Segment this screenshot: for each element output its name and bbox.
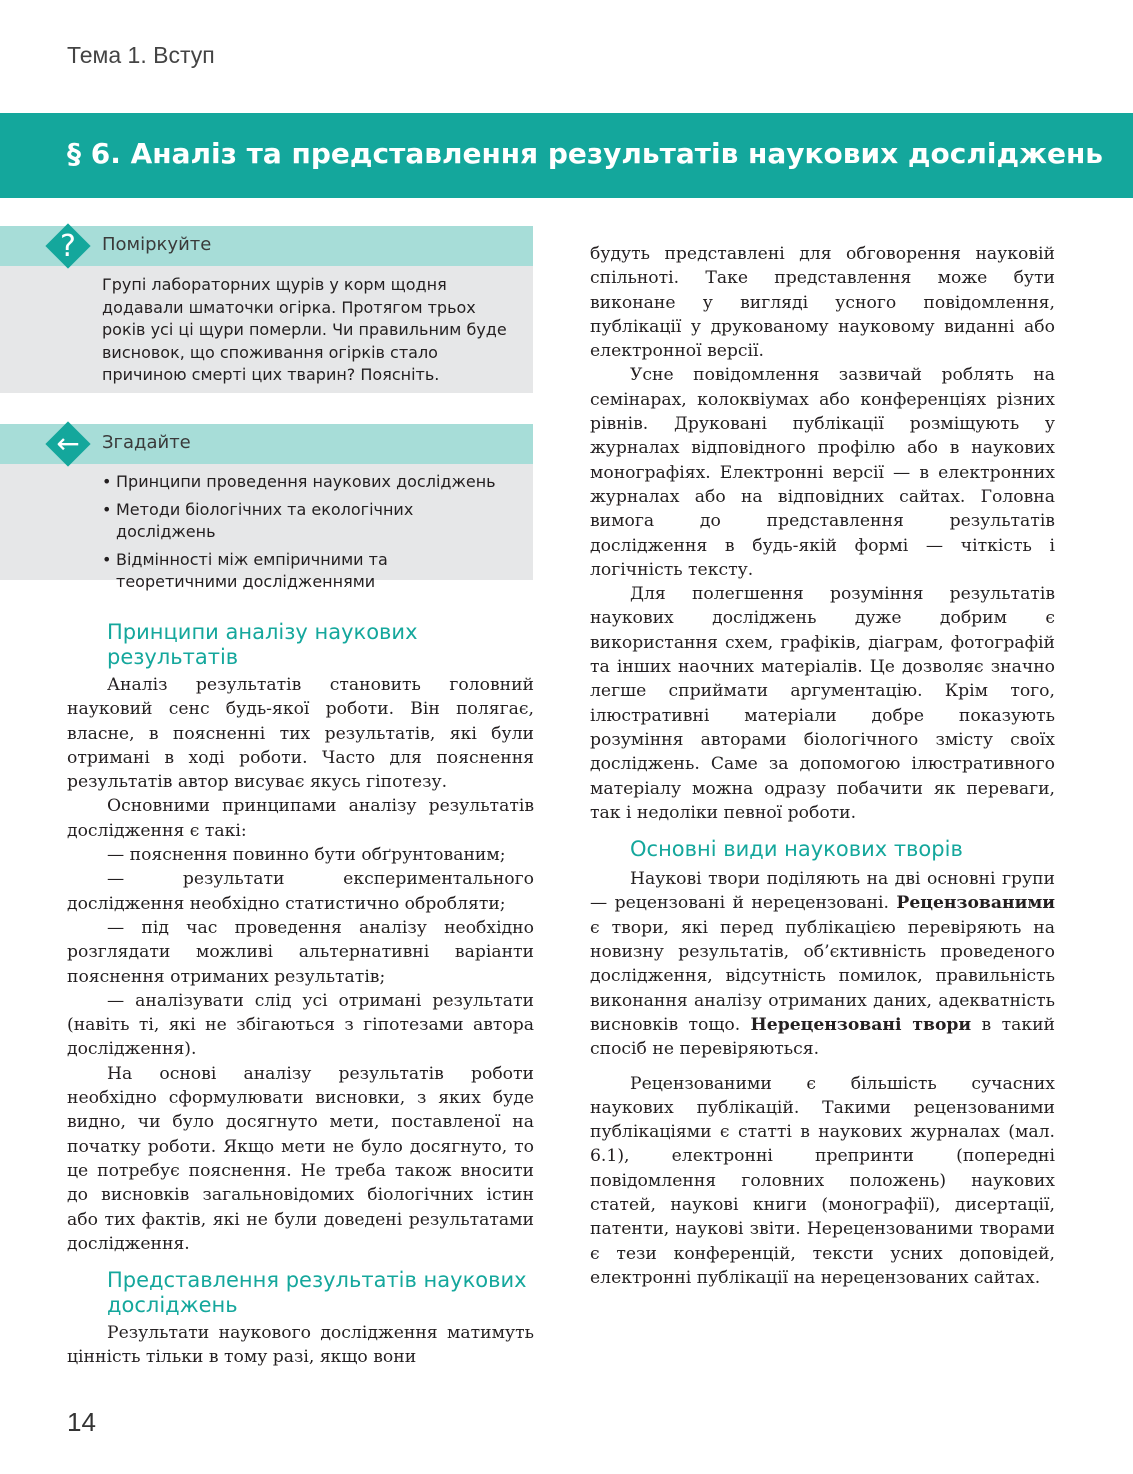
remember-box-title: Згадайте: [102, 432, 191, 453]
paragraph: [590, 867, 1055, 1061]
paragraph: будуть представлені для обговорення науковій спільноті. Таке представлення може бути виконане у вигляді усного повідомлення, публікації у друкованому науковому виданні або електронної версії.: [590, 244, 1055, 362]
paragraph: На основі аналізу результатів роботи необхідно сформулювати висновки, з яких буде видно, чи було досягнуто мети, поставленої на початку роботи. Якщо мети не було досягнуто, то це потребує пояснення. Не треба також вносити до висновків загальновідомих біологічних істин або тих фактів, які не були доведені результатами дослідження.: [67, 1063, 534, 1254]
page-number: 14: [67, 1407, 96, 1437]
svg-text:←: ←: [56, 427, 80, 460]
text-run: Наукові твори поділяють на дві основні групи — рецензовані й нерецензовані.: [590, 869, 1055, 914]
paragraph: Рецензованими є більшість сучасних наукових публікацій. Такими рецензованими публікаціями є статті в наукових журналах (мал. 6.1), електронні препринти (попередні повідомлення головних положень) наукових статей, наукові книги (монографії), дисертації, патенти, наукові звіти. Нерецензованими творами є тези конференцій, тексти усних доповідей, електронні публікації на нерецензованих сайтах.: [590, 1073, 1055, 1288]
paragraph: Аналіз результатів становить головний науковий сенс будь-якої роботи. Він полягає, власне, в поясненні тих результатів, які були отримані в ході роботи. Часто для пояснення результатів автор висуває якусь гіпотезу.: [67, 675, 534, 793]
term-non-peer-reviewed: Нерецензовані твори: [750, 1014, 972, 1035]
right-column: [590, 242, 1055, 1290]
section-heading-principles: Принципи аналізу наукових результатів: [107, 620, 418, 669]
think-box-header: [0, 226, 533, 266]
text-run: в такий спосіб не перевіряються.: [590, 1014, 1055, 1060]
list-dash-item: — результати експериментального дослідження необхідно статистично обробляти;: [67, 869, 534, 914]
think-box-title: Поміркуйте: [102, 234, 212, 255]
page-title: § 6. Аналіз та представлення результатів наукових досліджень: [67, 137, 1103, 170]
arrow-left-icon: [44, 420, 92, 468]
running-head: Тема 1. Вступ: [67, 42, 215, 68]
remember-list-item: • Принципи проведення наукових досліджень: [102, 471, 513, 493]
section-heading-presentation: Представлення результатів наукових досліджень: [107, 1268, 527, 1318]
section-heading-kinds: Основні види наукових творів: [630, 837, 963, 862]
remember-list-item: • Відмінності між емпіричними та теоретичними дослідженнями: [102, 549, 513, 593]
remember-list: [102, 471, 513, 593]
remember-box-body: [0, 464, 533, 593]
list-dash-item: — під час проведення аналізу необхідно розглядати можливі альтернативні варіанти пояснення отриманих результатів;: [67, 917, 534, 987]
left-column: [67, 620, 534, 1370]
question-icon: [44, 222, 92, 270]
paragraph: Усне повідомлення зазвичай роблять на семінарах, колоквіумах або конференціях різних рівнів. Друковані публікації розміщують у журналах відповідного профілю або в наукових монографіях. Електронні версії — в електронних журналах або на відповідних сайтах. Головна вимога до представлення результатів дослідження в будь-якій формі — чіткість і логічність тексту.: [590, 365, 1055, 580]
remember-list-item: • Методи біологічних та екологічних досліджень: [102, 499, 513, 543]
remember-box: [0, 424, 533, 591]
text-run: є твори, які перед публікацією перевіряють на новизну результатів, об’єктивність проведеного дослідження, відсутність помилок, правильність виконання аналізу отриманих даних, адекватність висновків тощо.: [590, 917, 1055, 1035]
paragraph: Основними принципами аналізу результатів дослідження є такі:: [67, 796, 534, 841]
paragraph: Для полегшення розуміння результатів наукових досліджень дуже добрим є використання схем, графіків, діаграм, фотографій та інших наочних матеріалів. Це дозволяє значно легше сприймати аргументацію. Крім того, ілюстративні матеріали добре показують розуміння авторами біологічного змісту своїх досліджень. Саме за допомогою ілюстративного матеріалу можна одразу побачити як переваги, так і недоліки певної роботи.: [590, 584, 1055, 823]
list-dash-item: — аналізувати слід усі отримані результати (навіть ті, які не збігаються з гіпотезами автора дослідження).: [67, 990, 534, 1060]
title-banner: [0, 113, 1133, 198]
svg-text:?: ?: [60, 229, 76, 264]
think-box: [0, 226, 533, 393]
think-box-text: Групі лабораторних щурів у корм щодня додавали шматочки огірка. Протягом трьох років усі ці щури померли. Чи правильним буде висновок, що споживання огірків стало причиною смерті цих тварин? Поясніть.: [102, 275, 507, 384]
remember-box-header: [0, 424, 533, 464]
term-peer-reviewed: Рецензованими: [896, 893, 1056, 914]
list-dash-item: — пояснення повинно бути обґрунтованим;: [107, 845, 506, 866]
paragraph: Результати наукового дослідження матимуть цінність тільки в тому разі, якщо вони: [67, 1323, 534, 1368]
